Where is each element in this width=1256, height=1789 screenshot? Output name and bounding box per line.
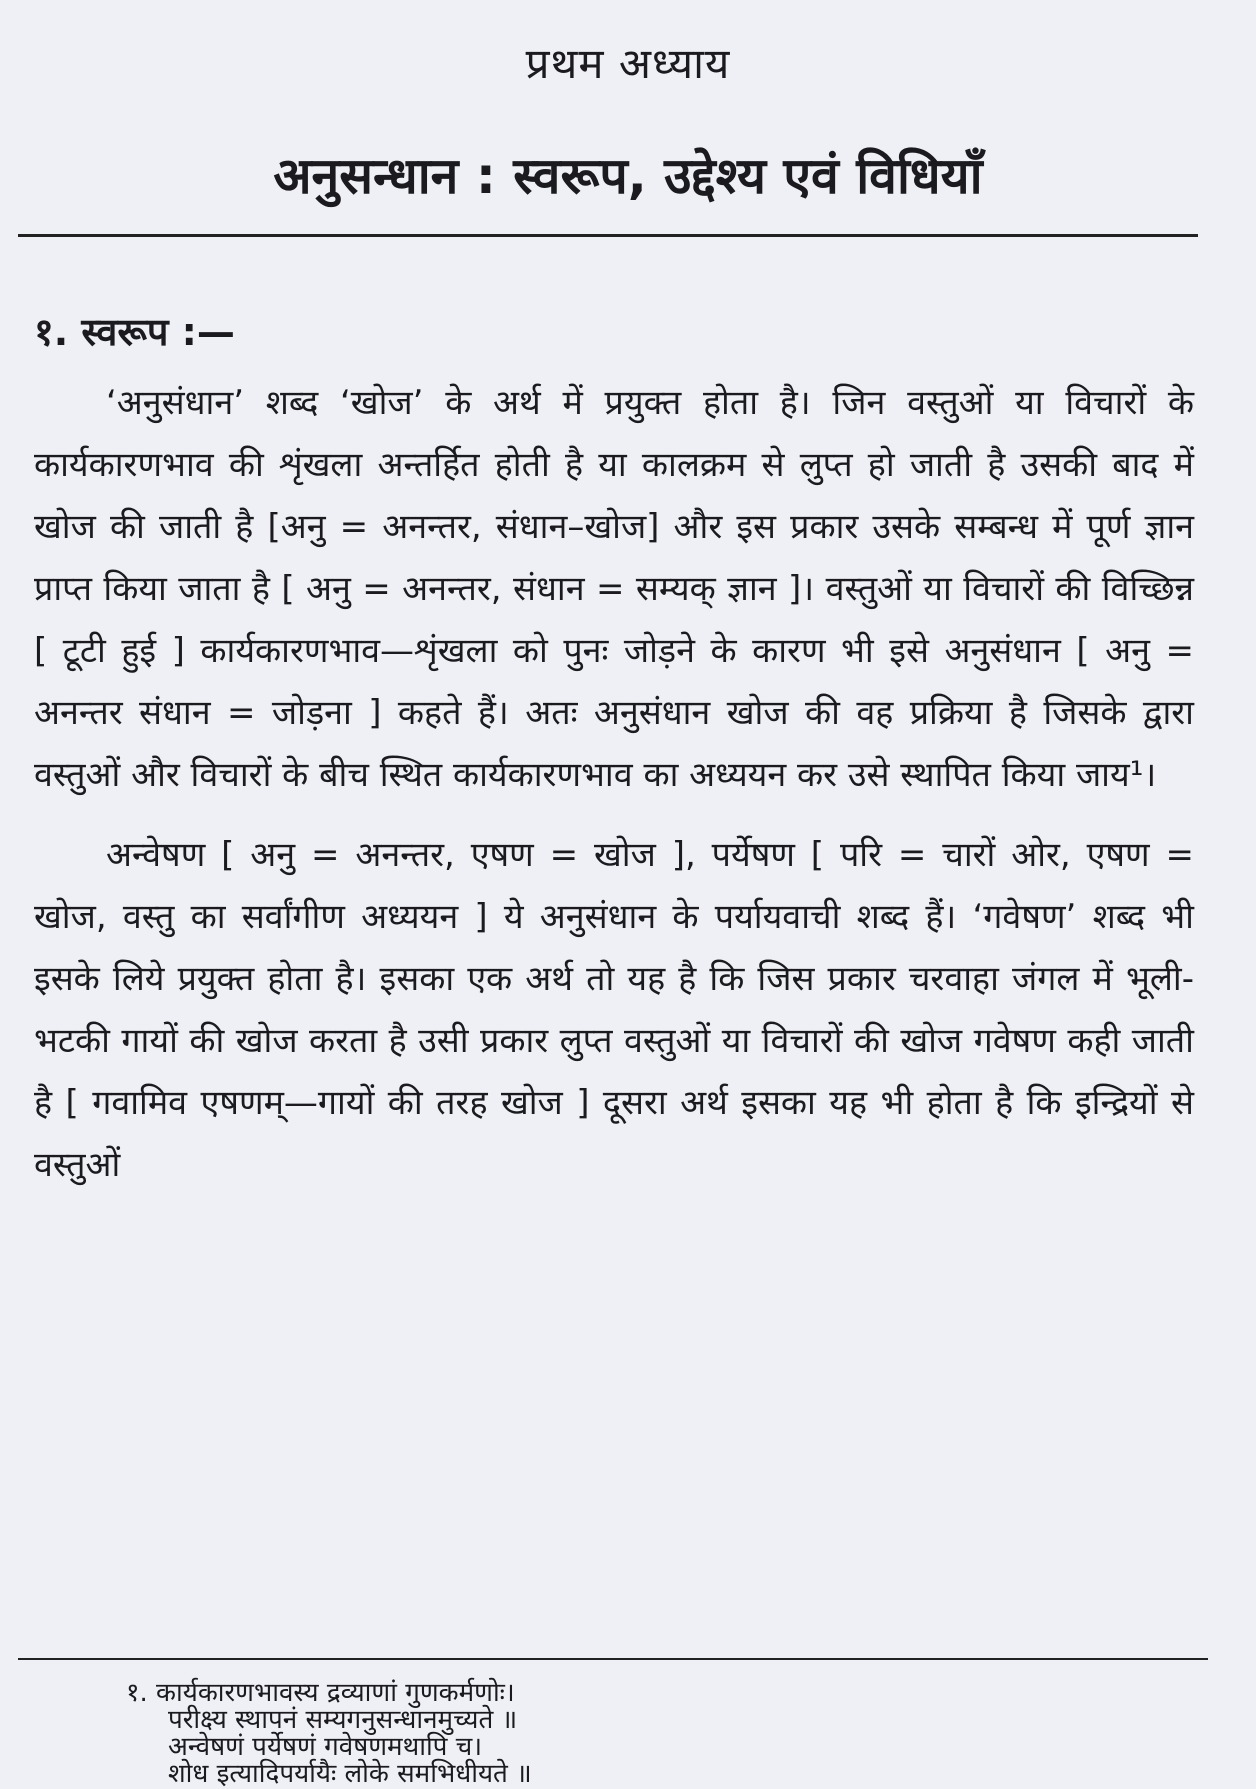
footnote <box>126 1680 1026 1788</box>
footnote-line-4: शोध इत्यादिपर्यायैः लोके समभिधीयते ॥ <box>168 1759 532 1789</box>
section-heading: १. स्वरूप :— <box>34 310 235 354</box>
paragraph-2: अन्वेषण [ अनु = अनन्तर, एषण = खोज ], पर्येषण [ परि = चारों ओर, एषण = खोज, वस्तु का सर्वांगीण अध्ययन ] ये अनुसंधान के पर्यायवाची शब्द हैं। ‘गवेषण’ शब्द भी इसके लिये प्रयुक्त होता है। इसका एक अर्थ तो यह है कि जिस प्रकार चरवाहा जंगल में भूली-भटकी गायों की खोज करता है उसी प्रकार लुप्त वस्तुओं या विचारों की खोज गवेषण कही जाती है [ गवामिव एषणम्—गायों की तरह खोज ] दूसरा अर्थ इसका यह भी होता है कि इन्द्रियों से वस्तुओं <box>34 835 1194 1185</box>
footnote-line-1: १. कार्यकारणभावस्य द्रव्याणां गुणकर्मणोः। <box>126 1678 515 1708</box>
chapter-label: प्रथम अध्याय <box>525 39 731 88</box>
body-text <box>34 372 1194 1214</box>
footnote-line-2: परीक्ष्य स्थापनं सम्यगनुसन्धानमुच्यते ॥ <box>168 1705 518 1735</box>
title-divider <box>18 234 1198 237</box>
paragraph-1: ‘अनुसंधान’ शब्द ‘खोज’ के अर्थ में प्रयुक्त होता है। जिन वस्तुओं या विचारों के कार्यकारणभाव की शृंखला अन्तर्हित होती है या कालक्रम से लुप्त हो जाती है उसकी बाद में खोज की जाती है [अनु = अनन्तर, संधान–खोज] और इस प्रकार उसके सम्बन्ध में पूर्ण ज्ञान प्राप्त किया जाता है [ अनु = अनन्तर, संधान = सम्यक् ज्ञान ]। वस्तुओं या विचारों की विच्छिन्न [ टूटी हुई ] कार्यकारणभाव—शृंखला को पुनः जोड़ने के कारण भी इसे अनुसंधान [ अनु = अनन्तर संधान = जोड़ना ] कहते हैं। अतः अनुसंधान खोज की वह प्रक्रिया है जिसके द्वारा वस्तुओं और विचारों के बीच स्थित कार्यकारणभाव का अध्ययन कर उसे स्थापित किया जाय¹। <box>34 383 1194 795</box>
chapter-title: अनुसन्धान : स्वरूप, उद्देश्य एवं विधियाँ <box>273 147 983 205</box>
footnote-divider <box>18 1658 1208 1660</box>
footnote-line-3: अन्वेषणं पर्येषणं गवेषणमथापि च। <box>168 1732 483 1762</box>
